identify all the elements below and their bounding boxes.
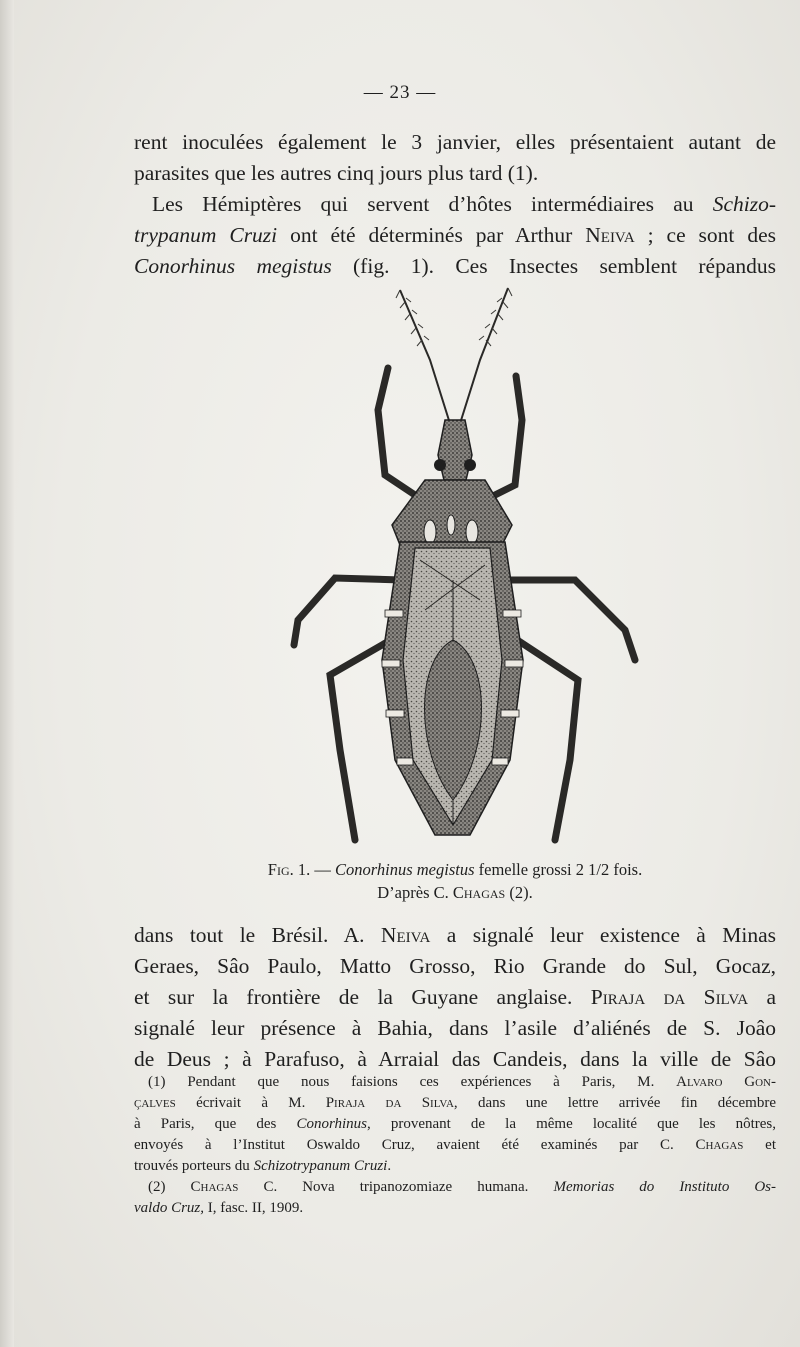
footnote-line: à Paris, que des Conorhinus, provenant de la même localité que les nôtres, xyxy=(134,1116,776,1132)
text-line: dans tout le Brésil. A. Neiva a signalé leur existence à Minas xyxy=(134,923,776,947)
species-name: Conorhinus megistus xyxy=(134,254,332,278)
author-name: Piraja da Silva xyxy=(590,985,749,1009)
paragraph-distribution xyxy=(134,920,776,1075)
text-line: Geraes, Sâo Paulo, Matto Grosso, Rio Grande do Sul, Gocaz, xyxy=(134,954,776,978)
page-number: — 23 — xyxy=(363,82,437,103)
text-line: trypanum Cruzi ont été déterminés par Arthur Neiva ; ce sont des xyxy=(134,223,776,247)
footnotes xyxy=(134,1072,776,1219)
author-name: Chagas xyxy=(695,1137,744,1153)
species-name: Conorhinus xyxy=(296,1116,368,1132)
species-name: Schizo- xyxy=(712,192,776,216)
text-line: rent inoculées également le 3 janvier, elles présentaient autant de xyxy=(134,130,776,154)
footnote-line: (2) Chagas C. Nova tripanozomiaze humana. Memorias do Instituto Os- xyxy=(148,1179,777,1195)
author-name: Neiva xyxy=(585,223,635,247)
text-line: Les Hémiptères qui servent d’hôtes intermédiaires au Schizo- xyxy=(152,192,776,216)
journal-title: valdo Cruz, xyxy=(134,1200,205,1216)
author-name: Neiva xyxy=(380,923,431,947)
caption-line: Fig. 1. — Conorhinus megistus femelle grossi 2 1/2 fois. xyxy=(267,860,643,879)
footnote-line: envoyés à l’Institut Oswaldo Cruz, avaient été examinés par C. Chagas et xyxy=(134,1137,776,1153)
text-line: et sur la frontière de la Guyane anglaise. Piraja da Silva a xyxy=(134,985,776,1009)
species-name: trypanum Cruzi xyxy=(134,223,278,247)
author-name: Chagas xyxy=(452,883,506,902)
paragraph-hemipteres xyxy=(134,189,776,282)
page-gutter-shadow xyxy=(0,0,14,1347)
footnote-line: valdo Cruz, I, fasc. II, 1909. xyxy=(134,1200,304,1216)
text-line: signalé leur présence à Bahia, dans l’asile d’aliénés de S. Joâo xyxy=(134,1016,776,1040)
species-name: Conorhinus megistus xyxy=(334,860,475,879)
footnote-line: trouvés porteurs du Schizotrypanum Cruzi. xyxy=(134,1158,392,1174)
footnote-line: çalves écrivait à M. Piraja da Silva, dans une lettre arrivée fin décembre xyxy=(134,1095,776,1111)
author-name: Chagas xyxy=(190,1179,239,1195)
text-line: Conorhinus megistus (fig. 1). Ces Insectes semblent répandus xyxy=(134,254,776,278)
caption-line: D’après C. Chagas (2). xyxy=(377,883,533,902)
author-name: Alvaro Gon- xyxy=(676,1074,776,1090)
author-name: Piraja da Silva xyxy=(325,1095,454,1111)
figure-caption xyxy=(134,858,776,904)
text-line: de Deus ; à Parafuso, à Arraial das Candeis, dans la ville de Sâo xyxy=(134,1047,776,1071)
paragraph-continuation xyxy=(134,127,776,189)
species-name: Schizotrypanum Cruzi xyxy=(253,1158,388,1174)
footnote-line: (1) Pendant que nous faisions ces expériences à Paris, M. Alvaro Gon- xyxy=(148,1074,776,1090)
insect-illustration xyxy=(240,280,660,850)
journal-title: Memorias do Instituto Os- xyxy=(553,1179,777,1195)
text-line: parasites que les autres cinq jours plus tard (1). xyxy=(134,161,539,185)
